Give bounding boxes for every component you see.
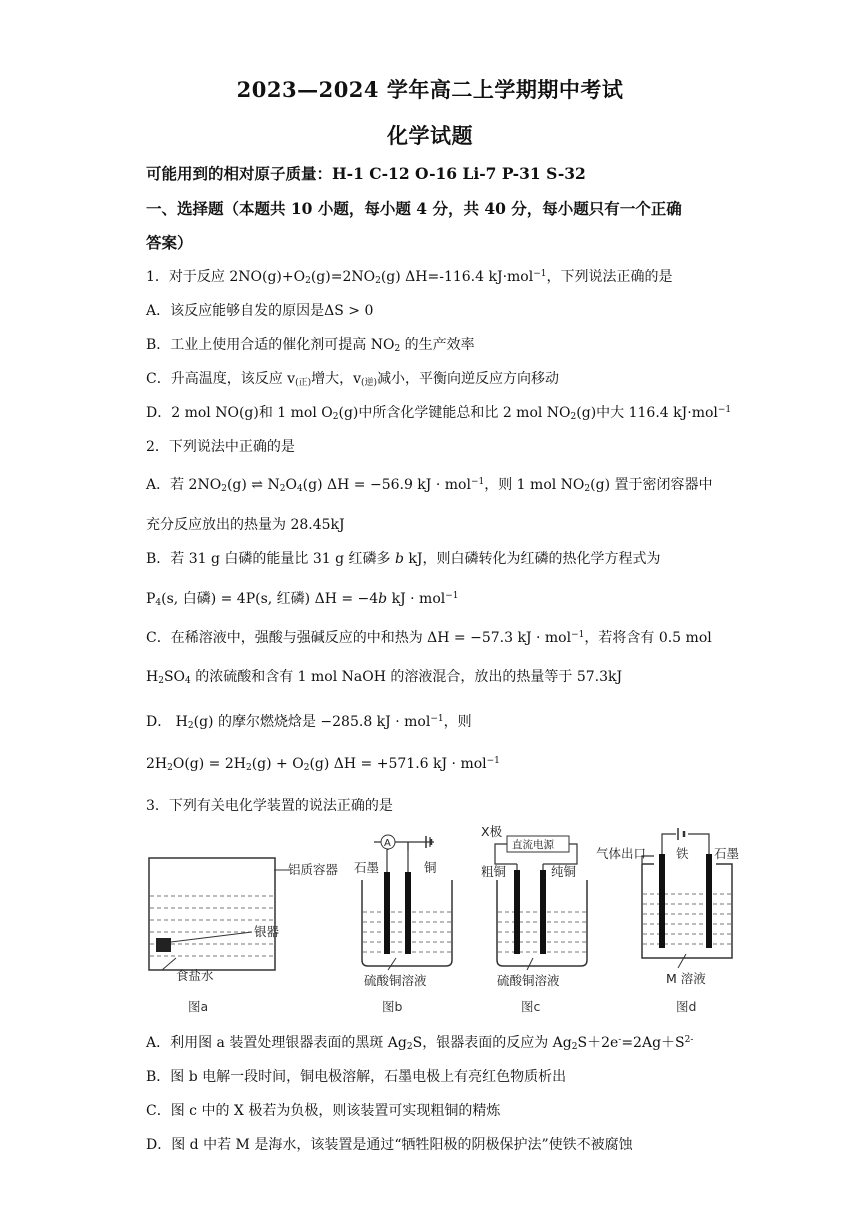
q2-option-d-equation: $2H_2O(g) = 2H_2(g) + O_2(g) \Delta H = +571.6$ kJ · mol$^{-1}$ [146,756,500,773]
q2-option-a-line2: 充分反应放出的热量为 28.45kJ [146,517,345,533]
fig-d-iron-electrode [659,854,665,948]
fig-d-right-label: 石墨 [714,846,740,861]
q3-option-c: C．图 c 中的 X 极若为负极，则该装置可实现粗铜的精炼 [146,1103,501,1119]
exam-subtitle: 化学试题 [387,123,473,148]
q2-option-b-equation: $P_4(s$, 白磷) = 4P(s, 红磷) ΔH = −4b kJ · mol$^{-1}$ [146,591,459,608]
section-heading-line1: 一、选择题（本题共 10 小题，每小题 4 分，共 40 分，每小题只有一个正确 [146,199,682,218]
fig-c-right-label: 纯铜 [551,864,577,879]
fig-b-ammeter-label: A [384,838,391,849]
fig-c-solution-label: 硫酸铜溶液 [497,973,560,988]
q2-option-c-line2: $H_2SO_4$ 的浓硫酸和含有 1 mol NaOH 的溶液混合，放出的热量等于 57.3kJ [146,669,623,686]
q3-option-d: D．图 d 中若 M 是海水，该装置是通过“牺牲阳极的阴极保护法”使铁不被腐蚀 [146,1137,633,1153]
fig-a-solution-label: 食盐水 [176,968,214,983]
fig-c-crude-copper-electrode [514,870,520,954]
exam-title: 2023—2024 学年高二上学期期中考试 [236,77,624,102]
q1-stem: 1．对于反应 $2NO(g)+O_2(g)=2NO_2(g)$ ΔH=-116.4 kJ·mol$^{-1}$，下列说法正确的是 [146,269,673,286]
fig-c-left-label: 粗铜 [481,864,507,879]
atomic-mass-line: 可能用到的相对原子质量：H-1 C-12 O-16 Li-7 P-31 S-32 [146,164,586,183]
fig-b-copper-electrode [405,872,411,954]
fig-b-caption: 图b [382,999,403,1014]
q2-stem: 2．下列说法中正确的是 [146,439,295,455]
fig-d-left-label: 铁 [676,846,689,861]
fig-c-pure-copper-electrode [540,870,546,954]
q1-option-c: C．升高温度，该反应 $v_{(正)}$增大，$v_{(逆)}$减小，平衡向逆反应方向移动 [146,371,560,388]
q3-option-a: A．利用图 a 装置处理银器表面的黑斑 $Ag_2S$，银器表面的反应为 $Ag_2S+2e^-=2Ag+S^{2-}$ [146,1035,694,1052]
fig-d-caption: 图d [676,999,697,1014]
fig-b-graphite-electrode [384,872,390,954]
figure-a [140,818,339,1022]
fig-b-solution-label: 硫酸铜溶液 [364,973,427,988]
q1-option-b: B．工业上使用合适的催化剂可提高 $NO_2$ 的生产效率 [146,337,475,354]
q2-option-d: D． $H_2(g)$ 的摩尔燃烧焓是 −285.8 kJ · mol$^{-1}$，则 [146,714,472,731]
fig-b-left-label: 石墨 [354,860,380,875]
fig-c-power-label: 直流电源 [512,839,554,851]
fig-d-gas-outlet-label: 气体出口 [596,846,647,861]
q2-option-c: C．在稀溶液中，强酸与强碱反应的中和热为 ΔH = −57.3 kJ · mol$^{-1}$，若将含有 0.5 mol [146,630,712,646]
fig-c-x-electrode-label: X极 [481,824,503,839]
q1-option-d: D．2 mol NO(g)和 1 mol $O_2(g)$中所含化学键能总和比 2 mol $NO_2(g)$中大 116.4 kJ·mol$^{-1}$ [146,405,732,422]
q2-option-a: A．若 $2NO_2(g)$ ⇌ $N_2O_4(g) \Delta H = -56.9$ kJ · mol$^{-1}$，则 1 mol $NO_2(g)$ 置于密闭容器中 [146,477,713,494]
fig-a-caption: 图a [188,999,209,1014]
fig-b-right-label: 铜 [424,860,437,875]
fig-d-graphite-electrode [706,854,712,948]
q2-option-b: B．若 31 g 白磷的能量比 31 g 红磷多 b kJ，则白磷转化为红磷的热化学方程式为 [146,551,661,567]
fig-a-container-label: 铝质容器 [288,862,339,877]
q1-option-a: A．该反应能够自发的原因是ΔS > 0 [146,303,374,319]
q3-stem: 3．下列有关电化学装置的说法正确的是 [146,798,393,814]
fig-c-caption: 图c [521,999,541,1014]
section-heading-line2: 答案） [146,233,193,252]
fig-a-silver-label: 银器 [254,924,280,939]
q3-option-b: B．图 b 电解一段时间，铜电极溶解，石墨电极上有亮红色物质析出 [146,1069,567,1085]
figure-b [338,818,478,1022]
figure-d [592,818,762,1022]
silverware-block [156,938,171,952]
fig-d-solution-label: M 溶液 [666,971,706,986]
